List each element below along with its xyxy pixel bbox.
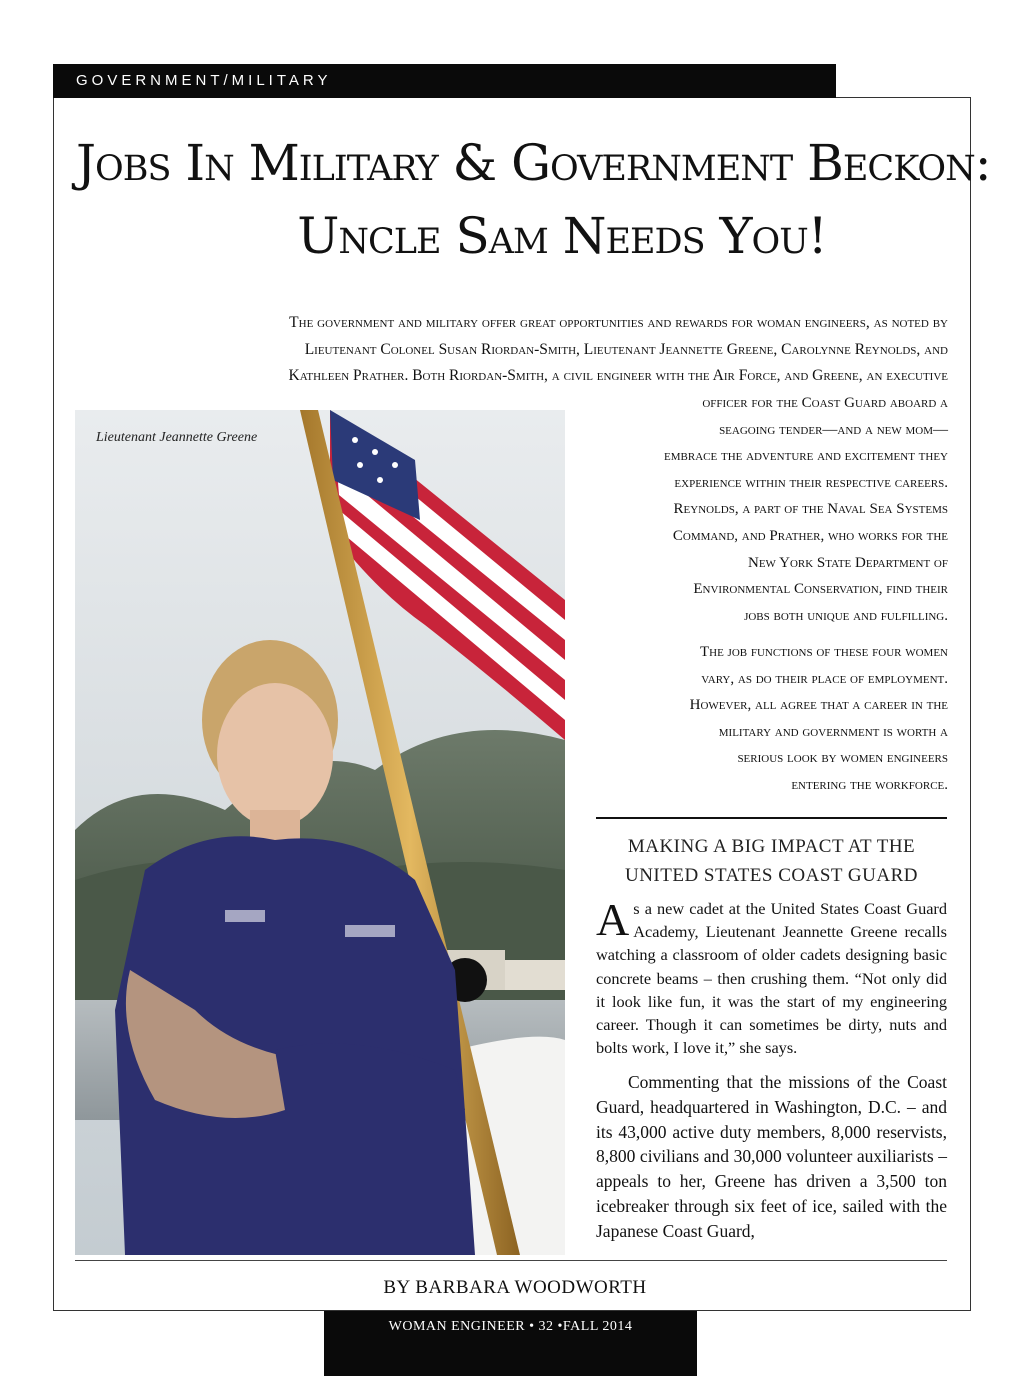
intro-line: entering the workforce. xyxy=(791,776,948,793)
article-paragraph-1 xyxy=(596,894,947,1059)
intro-line: vary, as do their place of employment. xyxy=(701,670,948,687)
article-subhead xyxy=(596,832,947,890)
photo-illustration xyxy=(75,410,565,1255)
intro-line: However, all agree that a career in the xyxy=(689,697,948,714)
intro-line: officer for the Coast Guard aboard a xyxy=(702,395,948,411)
page-footer: WOMAN ENGINEER • 32 •FALL 2014 xyxy=(324,1311,697,1376)
article-paragraph-2: Commenting that the missions of the Coast Guard, headquartered in Washington, D.C. – and its 43,000 active duty members, 8,000 reservists, 8,800 civilians and 30,000 volunteer auxiliarists – appeals to her, Greene has driven a 3,500 ton icebreaker through six feet of ice, sailed with the Japanese Coast Guard, xyxy=(596,1072,947,1241)
intro-line: jobs both unique and fulfilling. xyxy=(744,607,948,624)
intro-line: experience within their respective careers. xyxy=(674,474,948,491)
intro-line: Lieutenant Colonel Susan Riordan-Smith, Lieutenant Jeannette Greene, Carolynne Reynolds, and xyxy=(304,340,948,358)
portrait-photo xyxy=(75,410,565,1255)
intro-line: serious look by women engineers xyxy=(737,750,948,767)
paragraph-text: s a new cadet at the United States Coast Guard Academy, Lieutenant Jeannette Greene recalls watching a classroom of older cadets designing basic concrete beams – then crushing them. “Not only did it look like fun, it was the start of my engineering career. Though it can sometimes be dirty, nuts and bolts work, I love it,” she says. xyxy=(596,899,947,1058)
intro-line: military and government is worth a xyxy=(718,723,948,740)
intro-line: embrace the adventure and excitement they xyxy=(664,448,948,465)
headline-line-1: Jobs In Military & Government Beckon: xyxy=(76,134,991,192)
bottom-rule xyxy=(75,1260,947,1261)
drop-cap: A xyxy=(596,894,630,945)
photo-caption: Lieutenant Jeannette Greene xyxy=(96,430,258,445)
section-header: GOVERNMENT/MILITARY xyxy=(53,64,836,98)
intro-line: Kathleen Prather. Both Riordan-Smith, a civil engineer with the Air Force, and Greene, an executive xyxy=(288,367,948,384)
intro-paragraph-top xyxy=(100,310,948,390)
intro-paragraph-side xyxy=(580,390,948,629)
byline: BY BARBARA WOODWORTH xyxy=(383,1277,647,1298)
subhead-line: UNITED STATES COAST GUARD xyxy=(624,865,918,886)
intro-line: Command, and Prather, who works for the xyxy=(672,527,948,544)
intro-line: Reynolds, a part of the Naval Sea Systems xyxy=(673,501,948,518)
intro-line: The government and military offer great opportunities and rewards for woman engineers, as noted by xyxy=(289,314,948,331)
intro-line: seagoing tender—and a new mom— xyxy=(719,421,948,438)
headline-line-2: Uncle Sam Needs You! xyxy=(297,207,827,265)
intro-paragraph-second xyxy=(580,639,948,799)
intro-line: Environmental Conservation, find their xyxy=(693,581,948,598)
intro-line: New York State Department of xyxy=(747,554,948,571)
intro-line: The job functions of these four women xyxy=(699,644,948,660)
section-divider xyxy=(596,817,947,819)
subhead-line: MAKING A BIG IMPACT AT THE xyxy=(627,836,916,857)
